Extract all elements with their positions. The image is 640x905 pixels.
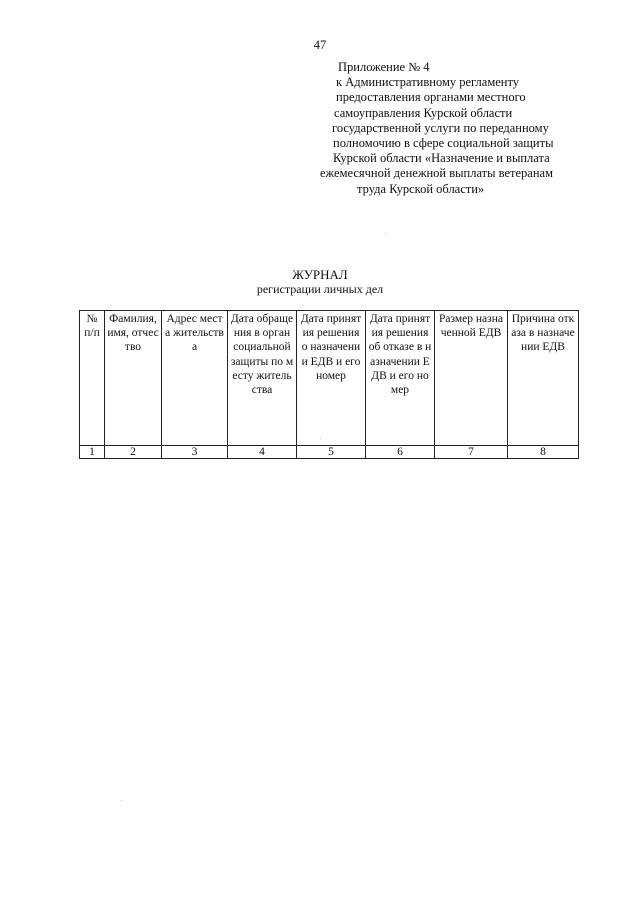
scan-speck	[320, 438, 321, 439]
column-header: Дата принятия решения о назначении ЕДВ и его номер	[297, 311, 366, 446]
column-number: 6	[366, 446, 435, 459]
column-header: Размер назначенной ЕДВ	[435, 311, 508, 446]
column-number: 7	[435, 446, 508, 459]
appendix-line: полномочию в сфере социальной защиты	[333, 136, 554, 151]
appendix-header	[300, 60, 600, 197]
column-number: 4	[228, 446, 297, 459]
column-header: Причина отказа в назначении ЕДВ	[508, 311, 579, 446]
column-header: № п/п	[80, 311, 105, 446]
table-header-row	[80, 311, 579, 446]
appendix-line: труда Курской области»	[357, 181, 485, 196]
scan-speck	[385, 233, 386, 234]
scan-speck	[121, 800, 122, 801]
journal-subtitle: регистрации личных дел	[256, 282, 384, 296]
column-header: Адрес места жительства	[162, 311, 228, 446]
page-number: 47	[313, 38, 327, 52]
appendix-line: Приложение № 4	[338, 60, 430, 74]
appendix-line: государственной услуги по переданному	[332, 120, 549, 135]
appendix-line: ежемесячной денежной выплаты ветеранам	[320, 166, 553, 181]
journal-title: ЖУРНАЛ	[292, 267, 348, 282]
column-header: Дата принятия решения об отказе в назначении ЕДВ и его номер	[366, 311, 435, 446]
column-header: Дата обращения в орган социальной защиты по месту жительства	[228, 311, 297, 446]
appendix-line: предоставления органами местного	[336, 90, 526, 105]
appendix-line: самоуправления Курской области	[334, 105, 513, 120]
column-number: 8	[508, 446, 579, 459]
column-header: Фамилия, имя, отчество	[105, 311, 162, 446]
appendix-line: Курской области «Назначение и выплата	[333, 151, 550, 166]
column-number: 2	[105, 446, 162, 459]
column-number-row	[80, 446, 579, 459]
column-number: 1	[80, 446, 105, 459]
registration-table	[79, 310, 579, 459]
appendix-line: к Административному регламенту	[336, 75, 520, 90]
column-number: 3	[162, 446, 228, 459]
column-number: 5	[297, 446, 366, 459]
